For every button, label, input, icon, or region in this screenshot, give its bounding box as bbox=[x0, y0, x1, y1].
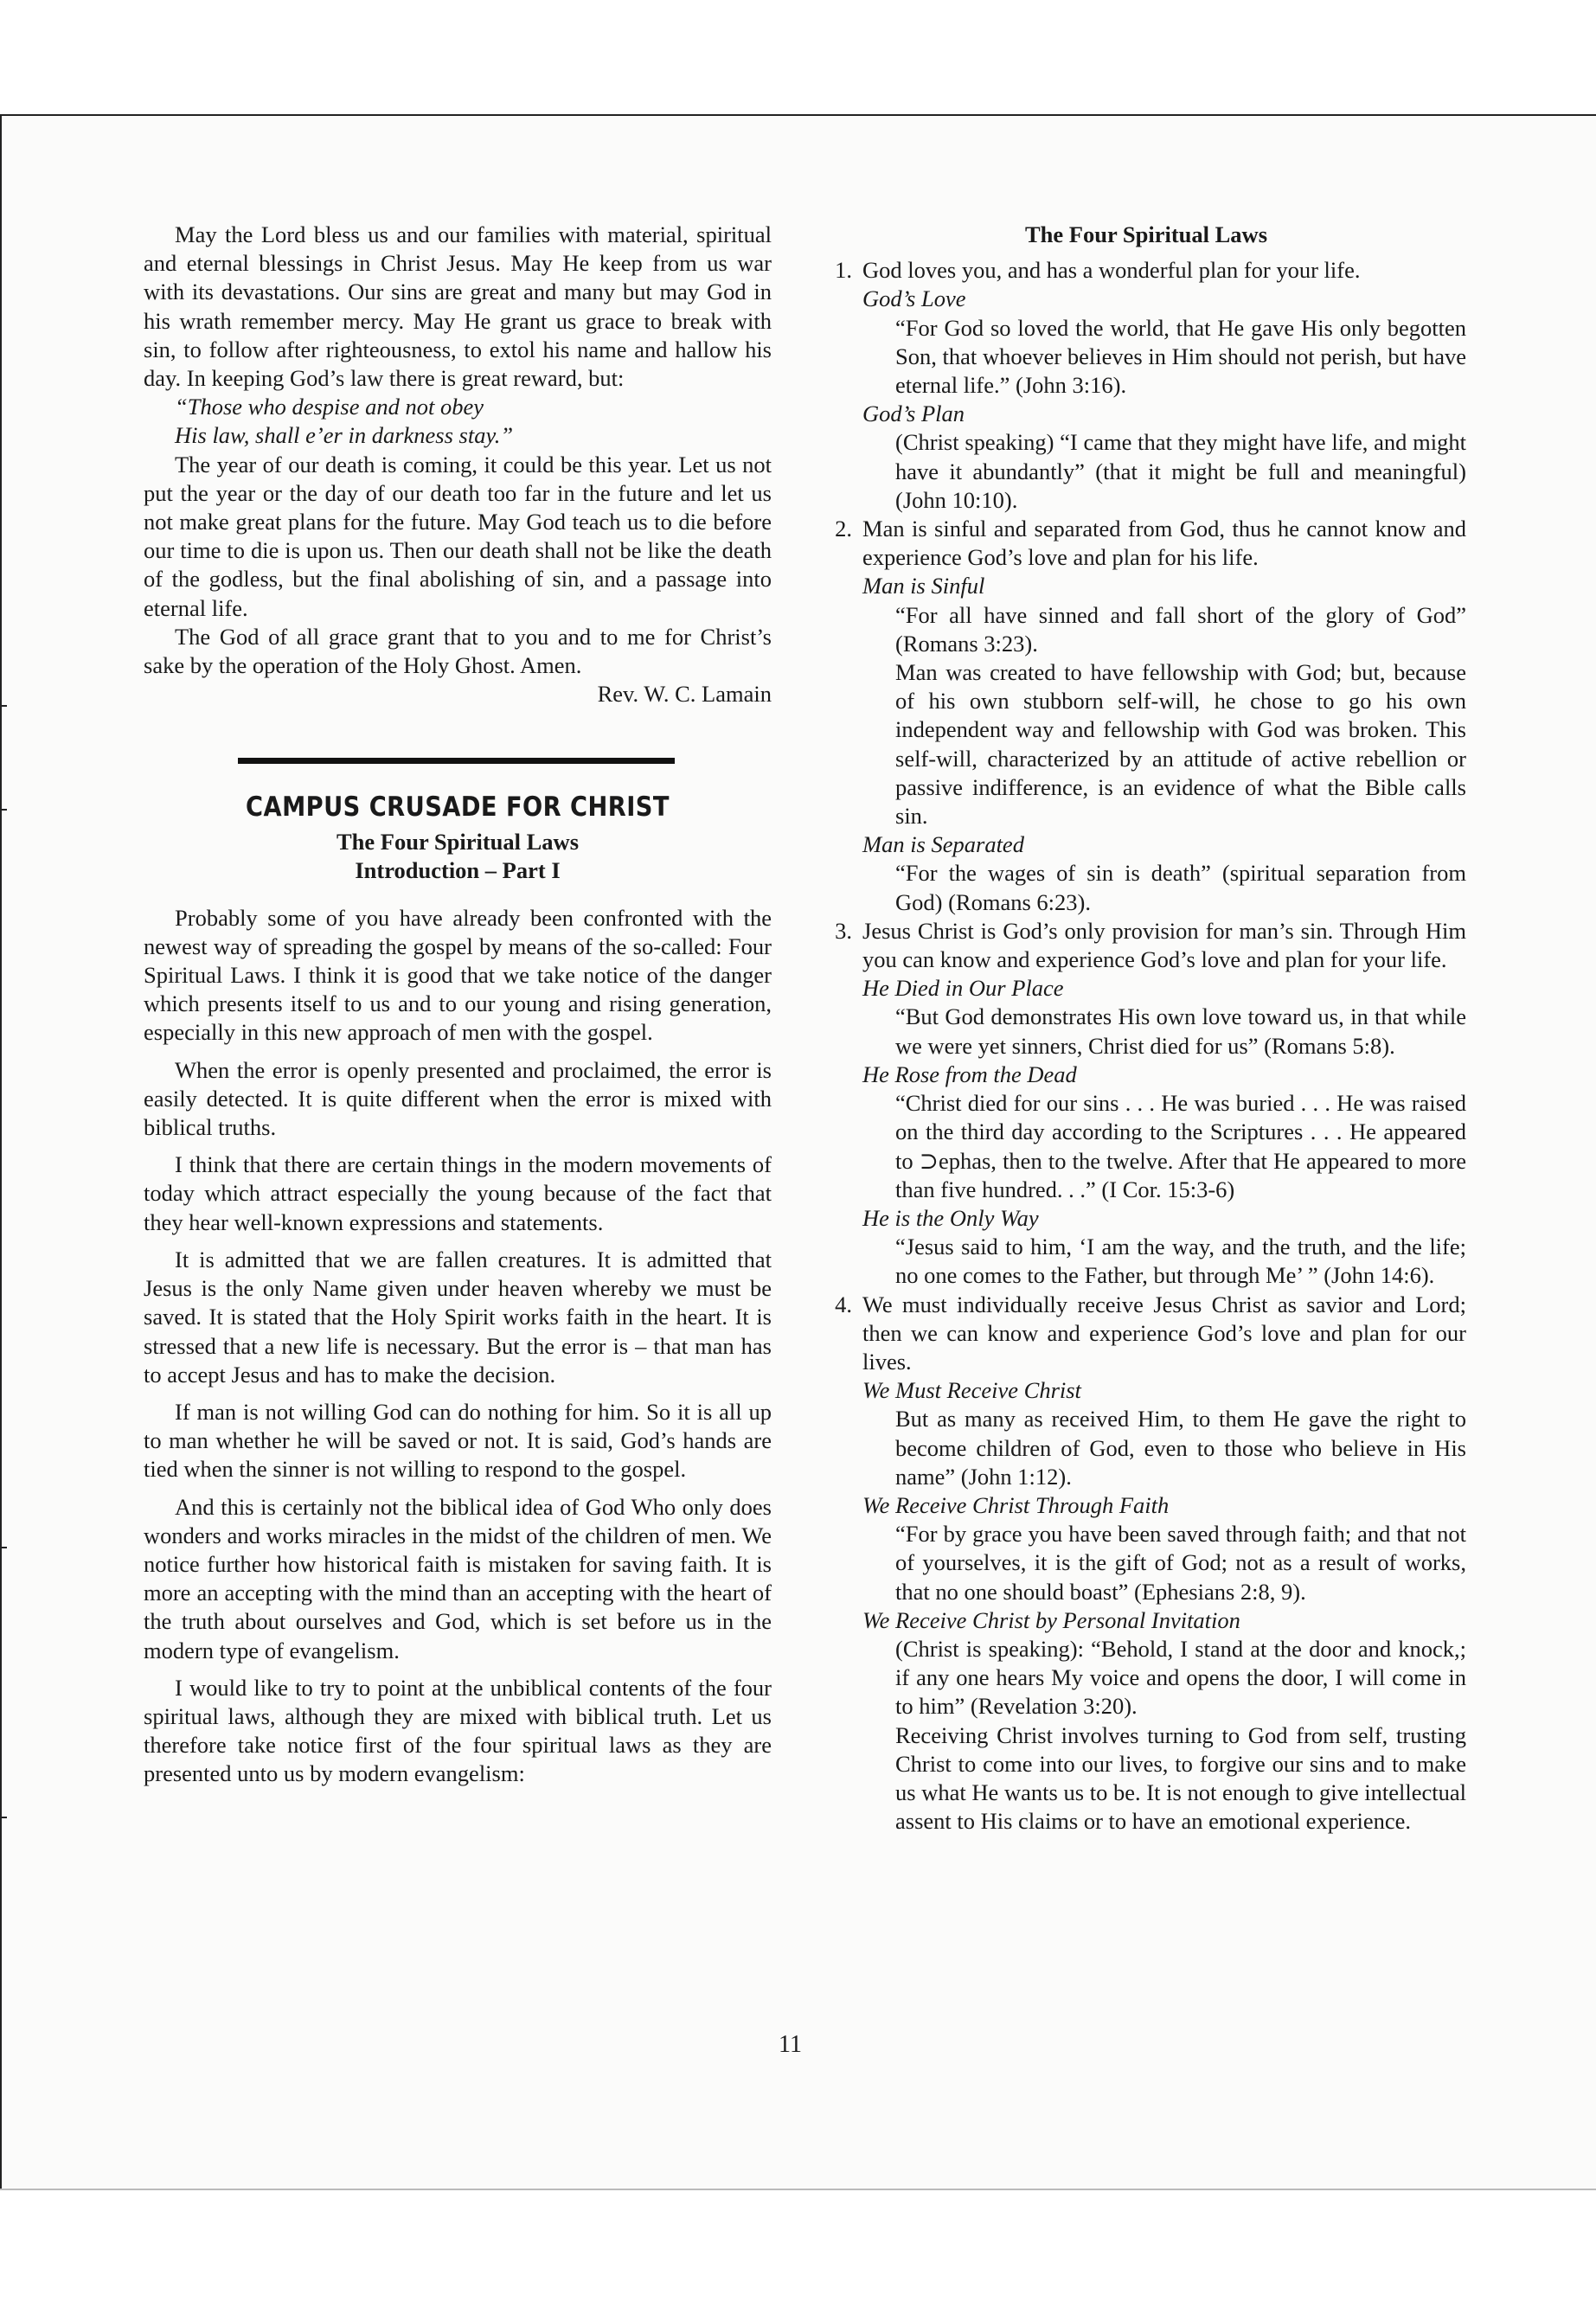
law-number: 2. bbox=[835, 516, 852, 542]
paragraph: Probably some of you have already been confronted with the newest way of spreading the gospel by means of the so-called: Four Spiritual Laws. I think it is good that we take notice of the danger which presents itself to us and to our young and rising generation, especially in this new approach of men with the gospel. bbox=[144, 904, 772, 1046]
law-text: “For by grace you have been saved through faith; and that not of yourselves, it is the gift of God; not as a result of works, that no one should boast” (Ephesians 2:8, 9). bbox=[895, 1521, 1466, 1605]
paragraph: And this is certainly not the biblical idea of God Who only does wonders and works miracles in the midst of the children of men. We notice further how historical faith is mistaken for saving faith. It is more an accepting with the mind than an accepting with the heart of the truth about ourselves and God, which is set before us in the modern type of evangelism. bbox=[144, 1493, 772, 1663]
law-statement: God loves you, and has a wonderful plan for your life. bbox=[862, 257, 1361, 284]
law-item bbox=[826, 917, 1466, 974]
page-bottom-edge bbox=[0, 2189, 1596, 2190]
right-column bbox=[826, 221, 1466, 1836]
law-subheading: He is the Only Way bbox=[862, 1204, 1039, 1231]
paragraph: I would like to try to point at the unbiblical contents of the four spiritual laws, although they are mixed with biblical truth. Let us therefore take notice first of the four spiritual laws as they are presented unto us by modern evangelism: bbox=[144, 1674, 772, 1787]
page-top-edge bbox=[0, 114, 1596, 116]
law-subheading: We Receive Christ by Personal Invitation bbox=[862, 1606, 1240, 1633]
section-heading: CAMPUS CRUSADE FOR CHRIST bbox=[246, 792, 670, 824]
law-text: But as many as received Him, to them He gave the right to become children of God, even to those who believe in His name” (John 1:12). bbox=[895, 1406, 1466, 1490]
law-number: 3. bbox=[835, 917, 852, 944]
law-text: “For God so loved the world, that He gave His only begotten Son, that whoever believes in Him should not perish, but have eternal life.” (John 3:16). bbox=[895, 314, 1466, 399]
law-text: “But God demonstrates His own love toward us, in that while we were yet sinners, Christ died for us” (Romans 5:8). bbox=[895, 1003, 1466, 1059]
signature: Rev. W. C. Lamain bbox=[597, 681, 772, 708]
law-subheading: He Died in Our Place bbox=[862, 975, 1064, 1002]
law-item bbox=[826, 256, 1466, 285]
left-column bbox=[144, 221, 772, 1789]
edge-tick bbox=[2, 1817, 7, 1818]
law-text: “For the wages of sin is death” (spiritual separation from God) (Romans 6:23). bbox=[895, 860, 1466, 915]
law-subheading: God’s Love bbox=[862, 285, 966, 312]
law-subheading: Man is Sinful bbox=[862, 573, 985, 599]
law-text: “For all have sinned and fall short of the glory of God” (Romans 3:23). bbox=[895, 601, 1466, 657]
law-text: “Christ died for our sins . . . He was buried . . . He was raised on the third day according to the Scriptures . . . He appeared to ⊃ephas, then to the twelve. After that He appeared to more than five hundred. . .” (I Cor. 15:3-6) bbox=[895, 1090, 1466, 1202]
paragraph: The God of all grace grant that to you and to me for Christ’s sake by the operation of the Holy Ghost. Amen. bbox=[144, 623, 772, 679]
paragraph: It is admitted that we are fallen creatures. It is admitted that Jesus is the only Name given under heaven whereby we must be saved. It is stated that the Holy Spirit works faith in the heart. It is stressed that a new life is necessary. But the error is – that man has to accept Jesus and has to make the decision. bbox=[144, 1246, 772, 1388]
law-statement: We must individually receive Jesus Christ as savior and Lord; then we can know and experience God’s love and plan for our lives. bbox=[862, 1291, 1466, 1375]
article-subtitle: Introduction – Part I bbox=[355, 856, 561, 883]
edge-tick bbox=[2, 705, 7, 707]
paragraph: I think that there are certain things in the modern movements of today which attract especially the young because of the fact that they hear well-known expressions and statements. bbox=[144, 1151, 772, 1235]
law-item bbox=[826, 1291, 1466, 1377]
article-title: The Four Spiritual Laws bbox=[336, 828, 580, 855]
law-statement: Jesus Christ is God’s only provision for man’s sin. Through Him you can know and experience God’s love and plan for your life. bbox=[862, 917, 1466, 973]
law-text: (Christ speaking) “I came that they might have life, and might have it abundantly” (that it might be full and meaningful) (John 10:10). bbox=[895, 429, 1466, 513]
law-subheading: We Receive Christ Through Faith bbox=[862, 1491, 1170, 1518]
edge-tick bbox=[2, 809, 7, 811]
law-item bbox=[826, 515, 1466, 572]
law-text: “Jesus said to him, ‘I am the way, and the truth, and the life; no one comes to the Father, but through Me’ ” (John 14:6). bbox=[895, 1234, 1466, 1289]
law-subheading: God’s Plan bbox=[862, 401, 965, 427]
paragraph: If man is not willing God can do nothing for him. So it is all up to man whether he will be saved or not. It is said, God’s hands are tied when the sinner is not willing to respond to the gospel. bbox=[144, 1398, 772, 1483]
law-subheading: Man is Separated bbox=[862, 831, 1024, 858]
law-subheading: He Rose from the Dead bbox=[862, 1061, 1077, 1087]
poem-line: His law, shall e’er in darkness stay.” bbox=[175, 422, 514, 449]
law-number: 1. bbox=[835, 257, 852, 284]
page-left-edge bbox=[0, 114, 2, 2190]
law-text: Receiving Christ involves turning to God from self, trusting Christ to come into our lives, to forgive our sins and to make us what He wants us to be. It is not enough to give intellectual assent to His claims or to have an emotional experience. bbox=[895, 1721, 1466, 1835]
section-divider bbox=[238, 758, 675, 764]
law-subheading: We Must Receive Christ bbox=[862, 1377, 1081, 1404]
law-text: (Christ is speaking): “Behold, I stand at the door and knock,; if any one hears My voice and opens the door, I will come in to him” (Revelation 3:20). bbox=[895, 1635, 1466, 1720]
law-number: 4. bbox=[835, 1291, 852, 1317]
law-text: Man was created to have fellowship with God; but, because of his own stubborn self-will, he chose to go his own independent way and fellowship with God was broken. This self-will, characterized by an attitude of active rebellion or passive indifference, is an evidence of what the Bible calls sin. bbox=[895, 659, 1466, 830]
page-number: 11 bbox=[779, 2031, 802, 2058]
paragraph: When the error is openly presented and proclaimed, the error is easily detected. It is quite different when the error is mixed with biblical truths. bbox=[144, 1056, 772, 1141]
poem-line: “Those who despise and not obey bbox=[175, 394, 484, 420]
paragraph: The year of our death is coming, it could be this year. Let us not put the year or the day of our death too far in the future and let us not make great plans for the future. May God teach us to die before our time to die is upon us. Then our death shall not be like the death of the godless, but the final abolishing of sin, and a passage into eternal life. bbox=[144, 451, 772, 621]
laws-title: The Four Spiritual Laws bbox=[1024, 221, 1268, 247]
edge-tick bbox=[2, 1547, 7, 1548]
law-statement: Man is sinful and separated from God, thus he cannot know and experience God’s love and plan for his life. bbox=[862, 516, 1466, 571]
closing-paragraph: May the Lord bless us and our families with material, spiritual and eternal blessings in Christ Jesus. May He keep from us war with its devastations. Our sins are great and many but may God in his wrath remember mercy. May He grant us grace to break with sin, to follow after righteousness, to extol his name and hallow his day. In keeping God’s law there is great reward, but: bbox=[144, 221, 772, 392]
